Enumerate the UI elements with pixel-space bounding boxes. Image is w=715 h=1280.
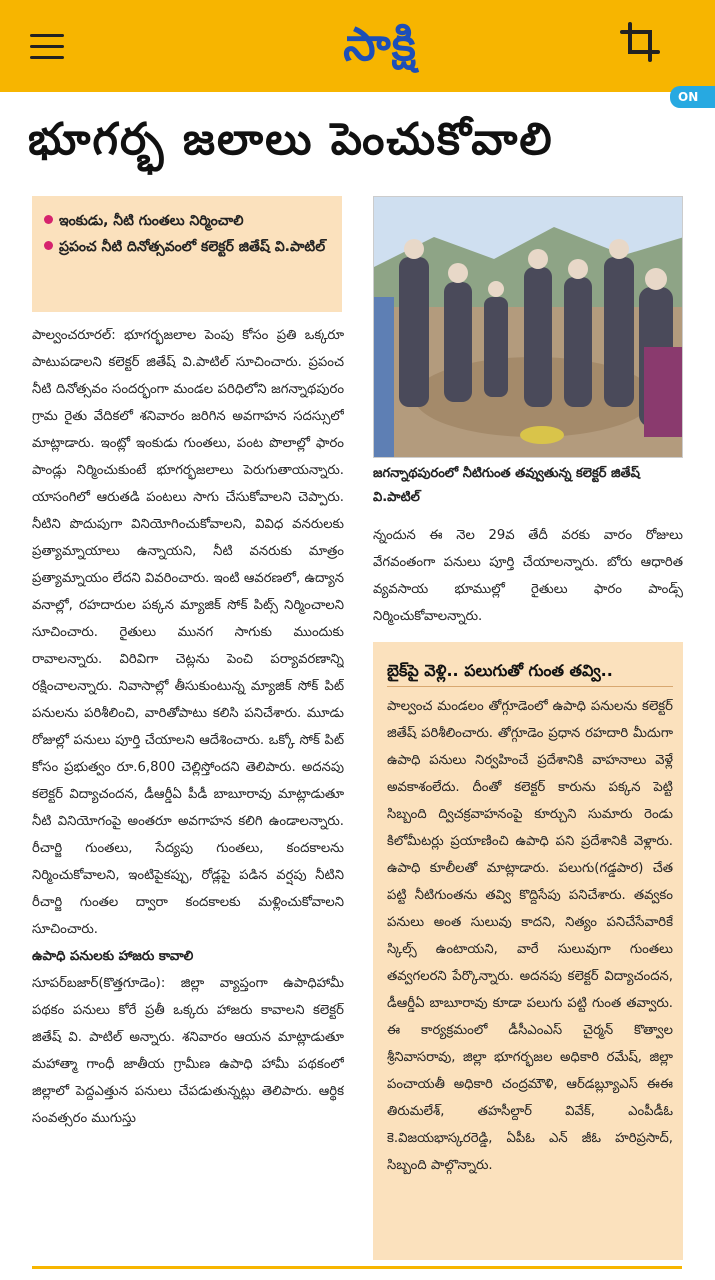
sidebar-story-box xyxy=(373,642,683,1260)
hamburger-menu-icon[interactable] xyxy=(30,34,64,60)
bottom-divider xyxy=(32,1266,682,1269)
article-body-left xyxy=(32,322,344,1262)
sakshi-logo[interactable]: సాక్షి xyxy=(343,17,417,71)
article-subhead: ఉపాధి పనులకు హాజరు కావాలి xyxy=(32,949,194,964)
highlight-item: ఇంకుడు, నీటి గుంతలు నిర్మించాలి xyxy=(44,208,332,234)
photo-caption: జగన్నాథపురంలో నీటిగుంత తవ్వుతున్న కలెక్టర్ జితేష్ వి.పాటిల్ xyxy=(373,466,640,505)
article-paragraph: న్నందున ఈ నెల 29వ తేదీ వరకు వారం రోజులు వేగవంతంగా పనులు పూర్తి చేయాలన్నారు. బోరు ఆధారిత వ్యవసాయ భూముల్లో రైతులు ఫారం పాండ్స్ నిర్మించుకోవాలన్నారు. xyxy=(373,528,683,624)
bullet-icon xyxy=(44,241,53,250)
sidebar-story-title: బైక్‌పై వెళ్లి.. పలుగుతో గుంత తవ్వి.. xyxy=(387,656,673,687)
bullet-icon xyxy=(44,215,53,224)
article-paragraph: పాల్వంచరూరల్: భూగర్భజలాల పెంపు కోసం ప్రతి ఒక్కరూ పాటుపడాలని కలెక్టర్ జితేష్ వి.పాటిల్ సూచించారు. ప్రపంచ నీటి దినోత్సవం సందర్భంగా మండల పరిధిలోని జగన్నాథపురం గ్రామ రైతు వేదికలో శనివారం జరిగిన అవగాహన సదస్సులో మాట్లాడారు. ఇంట్లో ఇంకుడు గుంతలు, పంట పొలాల్లో ఫారం పాండ్లు నిర్మించుకుంటే భూగర్భజలాలు పెరుగుతాయన్నారు. యాసంగిలో ఆరుతడి పంటలు సాగు చేసుకోవాలని చెప్పారు. నీటిని పొదుపుగా వినియోగించుకోవాలని, వివిధ వనరులకు ప్రత్యామ్నాయాలు ఉన్నాయని, నీటి వనరుకు మాత్రం ప్రత్యామ్నాయం లేదని వివరించారు. ఇంటి ఆవరణలో, ఉద్యాన వనాల్లో, రహదారుల పక్కన మ్యాజిక్ సోక్ పిట్స్ నిర్మించాలని సూచించారు. రైతులు మునగ సాగుకు ముందుకు రావాలన్నారు. విరివిగా చెట్లను పెంచి పర్యావరణాన్ని రక్షించాలన్నారు. నివాసాల్లో తీసుకుంటున్న మ్యాజిక్ సోక్ పిట్ పనులను పరిశీలించి, వారితోపాటు కలిసి పనిచేశారు. మూడు రోజుల్లో పనులు పూర్తి చేయాలని ఆదేశించారు. ఒక్కో సోక్ పిట్ కోసం ప్రభుత్వం రూ.6,800 చెల్లిస్తోందని తెలిపారు. అదనపు కలెక్టర్ విద్యాచందన, డీఆర్డీఏ పీడీ బాబూరావు మాట్లాడుతూ నీటి వినియోగంపై అంతరూ అవగాహన కలిగి ఉండాలన్నారు. రీచార్జి గుంతలు, సేద్యపు గుంతలు, కందకాలను నిర్మించుకోవాలని, ఇంటిపైకప్పు, రోడ్లపై పడిన వర్షపు నీటిని రీచార్జి గుంతల ద్వారా కందకాలకు మళ్లించుకోవాలని సూచించారు. xyxy=(32,328,344,937)
top-bar xyxy=(0,0,715,92)
article-paragraph: సూపర్‌బజార్(కొత్తగూడెం): జిల్లా వ్యాప్తంగా ఉపాధిహామీ పథకం పనులు కోరే ప్రతీ ఒక్కరు హాజరు కావాలని కలెక్టర్ జితేష్ వి. పాటిల్ అన్నారు. శనివారం ఆయన మాట్లాడుతూ మహాత్మా గాంధీ జాతీయ గ్రామీణ ఉపాధి హామీ పథకంలో జిల్లాలో పెద్దఎత్తున పనులు చేపడుతున్నట్లు తెలిపారు. ఆర్థిక సంవత్సరం ముగుస్తు xyxy=(32,976,344,1126)
article-photo xyxy=(373,196,683,458)
article-body-right xyxy=(373,522,683,632)
highlight-item: ప్రపంచ నీటి దినోత్సవంలో కలెక్టర్ జితేష్ వి.పాటిల్ xyxy=(44,234,332,260)
highlights-box xyxy=(32,196,342,312)
online-badge: ON xyxy=(670,86,715,108)
sidebar-story-body: పాల్వంచ మండలం తోగ్గూడెంలో ఉపాధి పనులను కలెక్టర్ జితేష్ పరిశీలించారు. తోగ్గూడెం ప్రధాన రహదారి మీదుగా ఉపాధి పనులు నిర్వహించే ప్రదేశానికి వాహనాలు వెళ్లే అవకాశంలేదు. దీంతో కలెక్టర్ కారును పక్కన పెట్టి సిబ్బంది ద్విచక్రవాహనంపై కూర్చుని సుమారు రెండు కిలోమీటర్లు ప్రయాణించి ఉపాధి పని ప్రదేశానికి వెళ్లారు. ఉపాధి కూలీలతో మాట్లాడారు. పలుగు(గడ్డపార) చేత పట్టి నీటిగుంతను తవ్వి కొద్దిసేపు పనిచేశారు. తవ్వకం పనులు అంత సులువు కాదని, నిత్యం పనిచేసేవారికే స్కిల్స్ ఉంటాయని, వారే సులువుగా గుంతలు తవ్వగలరని పేర్కొన్నారు. అదనపు కలెక్టర్ విద్యాచందన, డీఆర్డీఏ బాబూరావు కూడా పలుగు పట్టి గుంత తవ్వారు. ఈ కార్యక్రమంలో డీసీఎంఎస్ చైర్మన్ కొత్వాల శ్రీనివాసరావు, జిల్లా భూగర్భజల అధికారి రమేష్, జిల్లా పంచాయతీ అధికారి చంద్రమౌళి, ఆర్‌డబ్ల్యూఎస్ ఈఈ తిరుమలేశ్, తహసీల్దార్ వివేక్, ఎంపీడీఓ కె.విజయభాస్కరరెడ్డి, ఏపీఓ ఎన్ జీఓ హరిప్రసాద్, సిబ్బంది పాల్గొన్నారు. xyxy=(387,699,673,1173)
article-headline: భూగర్భ జలాలు పెంచుకోవాలి xyxy=(28,114,554,165)
crop-icon[interactable] xyxy=(618,20,662,64)
